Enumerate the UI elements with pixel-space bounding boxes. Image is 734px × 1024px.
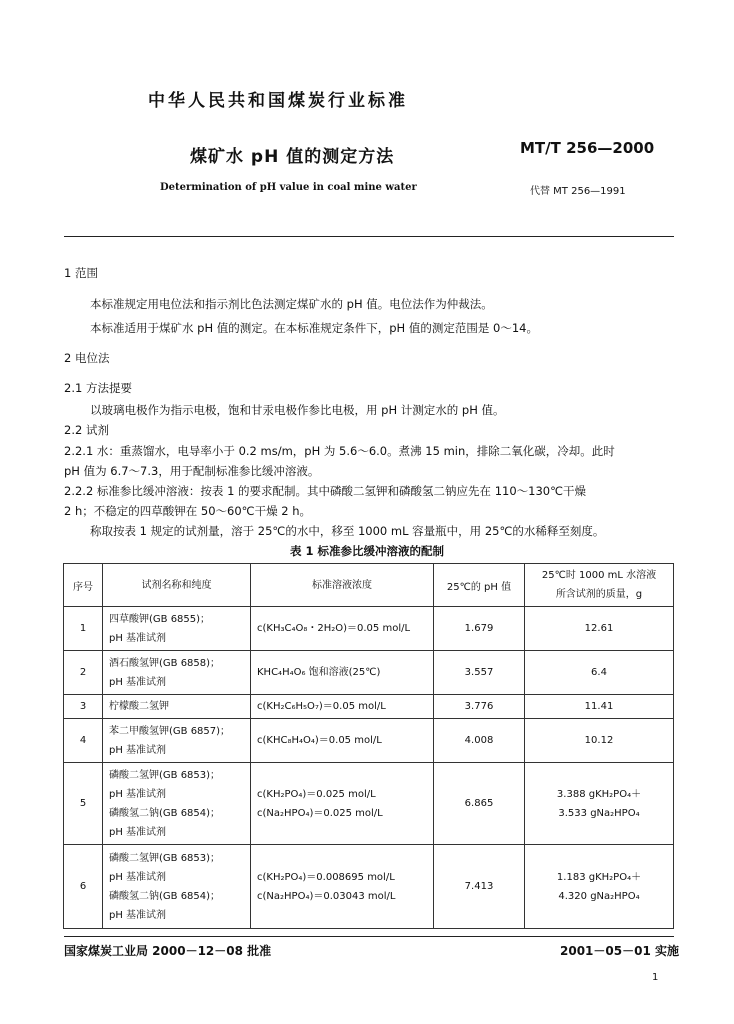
row-mass (525, 763, 674, 845)
section-2-heading: 2 电位法 (64, 351, 110, 365)
row-name (103, 845, 251, 929)
table-row (64, 845, 674, 929)
replaces-standard: 代替 MT 256—1991 (530, 186, 626, 197)
section-2-2-1-line-1: 2.2.1 水：重蒸馏水，电导率小于 0.2 ms/m，pH 为 5.6～6.0。煮沸 15 min，排除二氧化碳，冷却。此时 (64, 444, 615, 458)
row-name-line: 苯二甲酸氢钾(GB 6857)； (109, 725, 231, 737)
header-mass-line-1: 25℃时 1000 mL 水溶液 (541, 570, 657, 581)
row-name-line: pH 基准试剂 (109, 744, 167, 756)
table-row (64, 651, 674, 695)
row-mass-line: 1.183 gKH₂PO₄＋ (556, 871, 642, 883)
row-concentration: c(KH₃C₄O₈・2H₂O)＝0.05 mol/L (251, 607, 434, 651)
section-2-2-heading: 2.2 试剂 (64, 423, 109, 437)
row-concentration (251, 763, 434, 845)
approval-date: 国家煤炭工业局 2000－12－08 批准 (64, 944, 272, 958)
row-name-line: pH 基准试剂 (109, 909, 167, 921)
row-no: 1 (64, 607, 103, 651)
reagent-table (63, 563, 674, 929)
row-name: 柠檬酸二氢钾 (103, 695, 251, 719)
header-rule (64, 236, 674, 237)
row-name-line: 磷酸二氢钾(GB 6853)； (109, 769, 221, 781)
row-ph: 1.679 (434, 607, 525, 651)
row-concentration: c(KH₂C₆H₅O₇)＝0.05 mol/L (251, 695, 434, 719)
page-number: 1 (652, 972, 659, 983)
row-mass: 6.4 (525, 651, 674, 695)
row-mass: 10.12 (525, 719, 674, 763)
row-ph: 6.865 (434, 763, 525, 845)
row-name-line: 四草酸钾(GB 6855)； (109, 613, 211, 625)
section-2-2-2-line-1: 2.2.2 标准参比缓冲溶液：按表 1 的要求配制。其中磷酸二氢钾和磷酸氢二钠应先在 110～130℃干燥 (64, 484, 587, 498)
row-concentration (251, 845, 434, 929)
row-mass-line: 4.320 gNa₂HPO₄ (558, 890, 640, 902)
row-name-line: pH 基准试剂 (109, 788, 167, 800)
table-1-title: 表 1 标准参比缓冲溶液的配制 (289, 544, 444, 558)
section-2-2-2-line-2: 2 h；不稳定的四草酸钾在 50～60℃干燥 2 h。 (64, 504, 312, 518)
footer-rule (64, 936, 674, 937)
header-mass-line-2: 所含试剂的质量，g (555, 589, 643, 600)
row-concentration: KHC₄H₄O₆ 饱和溶液(25℃) (251, 651, 434, 695)
standard-body-header: 中华人民共和国煤炭行业标准 (148, 91, 408, 111)
row-name-line: 磷酸氢二钠(GB 6854)； (109, 890, 221, 902)
header-no: 序号 (64, 564, 103, 607)
row-mass: 11.41 (525, 695, 674, 719)
row-mass-line: 3.388 gKH₂PO₄＋ (556, 788, 642, 800)
header-mass (525, 564, 674, 607)
row-name-line: 磷酸氢二钠(GB 6854)； (109, 807, 221, 819)
row-conc-line: c(KH₂PO₄)＝0.008695 mol/L (257, 871, 395, 883)
document-title: 煤矿水 pH 值的测定方法 (190, 147, 395, 167)
row-no: 3 (64, 695, 103, 719)
header-name: 试剂名称和纯度 (103, 564, 251, 607)
header-ph: 25℃的 pH 值 (434, 564, 525, 607)
row-no: 4 (64, 719, 103, 763)
row-conc-line: c(Na₂HPO₄)＝0.03043 mol/L (257, 890, 396, 902)
document-title-english: Determination of pH value in coal mine water (160, 182, 417, 193)
row-mass (525, 845, 674, 929)
row-conc-line: c(KH₂PO₄)＝0.025 mol/L (257, 788, 376, 800)
section-2-1-heading: 2.1 方法提要 (64, 381, 132, 395)
row-no: 5 (64, 763, 103, 845)
row-no: 6 (64, 845, 103, 929)
table-row (64, 607, 674, 651)
row-no: 2 (64, 651, 103, 695)
row-name (103, 607, 251, 651)
row-name (103, 651, 251, 695)
row-name (103, 719, 251, 763)
header-concentration: 标准溶液浓度 (251, 564, 434, 607)
section-2-2-2-line-3: 称取按表 1 规定的试剂量，溶于 25℃的水中，移至 1000 mL 容量瓶中，用 25℃的水稀释至刻度。 (90, 524, 605, 538)
section-2-2-1-line-2: pH 值为 6.7～7.3，用于配制标准参比缓冲溶液。 (64, 464, 320, 478)
section-2-1-para: 以玻璃电极作为指示电极，饱和甘汞电极作参比电极，用 pH 计测定水的 pH 值。 (90, 403, 505, 417)
table-row (64, 719, 674, 763)
row-ph: 7.413 (434, 845, 525, 929)
row-name-line: pH 基准试剂 (109, 676, 167, 688)
row-name-line: pH 基准试剂 (109, 826, 167, 838)
table-row (64, 695, 674, 719)
row-name-line: pH 基准试剂 (109, 871, 167, 883)
section-1-para-1: 本标准规定用电位法和指示剂比色法测定煤矿水的 pH 值。电位法作为仲裁法。 (90, 297, 493, 311)
section-1-heading: 1 范围 (64, 266, 98, 280)
table-row (64, 763, 674, 845)
table-header-row (64, 564, 674, 607)
row-mass-line: 3.533 gNa₂HPO₄ (558, 807, 640, 819)
section-1-para-2: 本标准适用于煤矿水 pH 值的测定。在本标准规定条件下，pH 值的测定范围是 0～14。 (90, 321, 538, 335)
row-name-line: 磷酸二氢钾(GB 6853)； (109, 852, 221, 864)
row-mass: 12.61 (525, 607, 674, 651)
row-ph: 4.008 (434, 719, 525, 763)
row-name-line: 酒石酸氢钾(GB 6858)； (109, 657, 221, 669)
row-ph: 3.557 (434, 651, 525, 695)
effective-date: 2001－05－01 实施 (560, 944, 679, 958)
row-concentration: c(KHC₈H₄O₄)＝0.05 mol/L (251, 719, 434, 763)
row-name (103, 763, 251, 845)
row-name-line: pH 基准试剂 (109, 632, 167, 644)
row-conc-line: c(Na₂HPO₄)＝0.025 mol/L (257, 807, 383, 819)
row-ph: 3.776 (434, 695, 525, 719)
standard-code: MT/T 256—2000 (520, 139, 655, 157)
